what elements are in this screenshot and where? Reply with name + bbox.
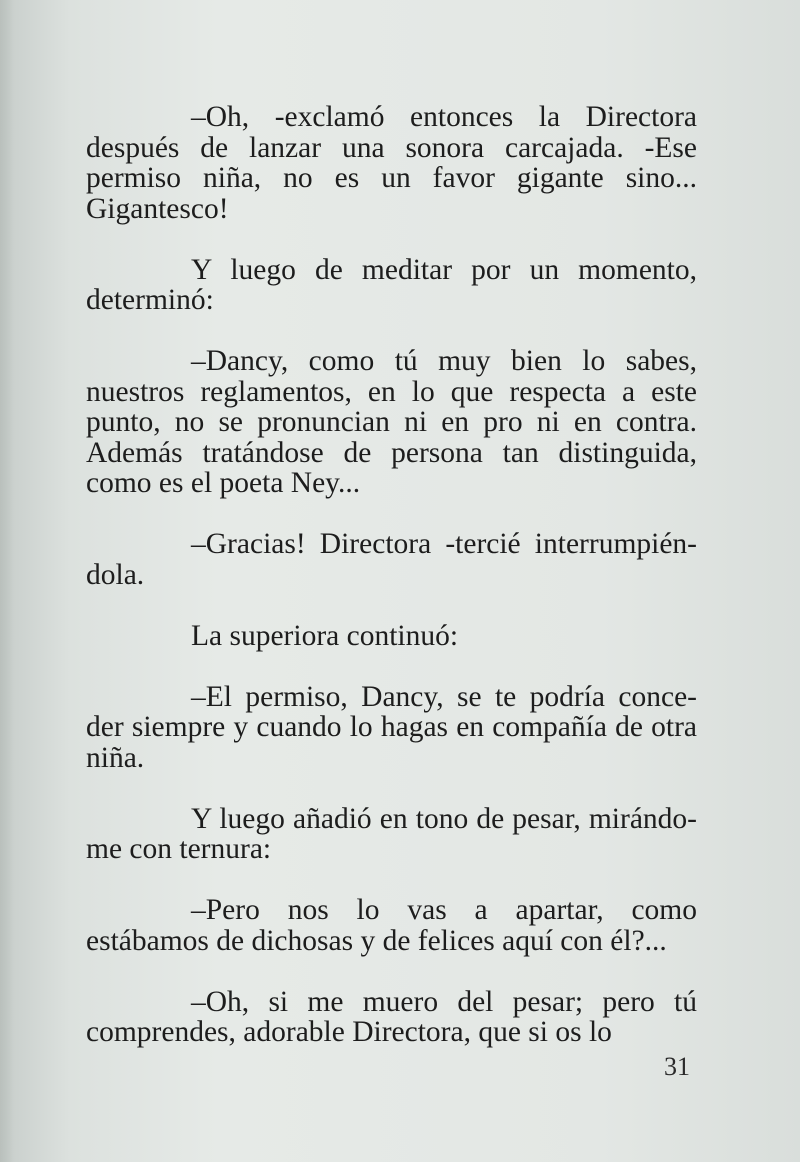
paragraph-7: Y luego añadió en tono de pesar, mirándo-me con ternura: — [86, 802, 697, 865]
body-text — [86, 102, 697, 1048]
page-binding-shadow — [0, 0, 14, 1162]
paragraph-9: –Oh, si me muero del pesar; pero tú comprendes, adorable Directora, que si os lo — [86, 985, 697, 1048]
paragraph-6: –El permiso, Dancy, se te podría conce-der siempre y cuando lo hagas en compañía de otra niña. — [86, 680, 697, 774]
page-number: 31 — [664, 1052, 690, 1081]
paragraph-5: La superiora continuó: — [191, 619, 459, 652]
paragraph-8: –Pero nos lo vas a apartar, como estábamos de dichosas y de felices aquí con él?... — [86, 894, 697, 957]
paragraph-1: –Oh, -exclamó entonces la Directora después de lanzar una sonora carcajada. -Ese permiso niña, no es un favor gigante sino... Gigantesco! — [86, 101, 697, 225]
paragraph-2: Y luego de meditar por un momento, determinó: — [86, 253, 697, 316]
paragraph-4: –Gracias! Directora -tercié interrumpién-dola. — [86, 528, 697, 591]
paragraph-3: –Dancy, como tú muy bien lo sabes, nuestros reglamentos, en lo que respecta a este punto, no se pronuncian ni en pro ni en contra. Además tratándose de persona tan distinguida, como es el poeta Ney... — [86, 345, 697, 499]
